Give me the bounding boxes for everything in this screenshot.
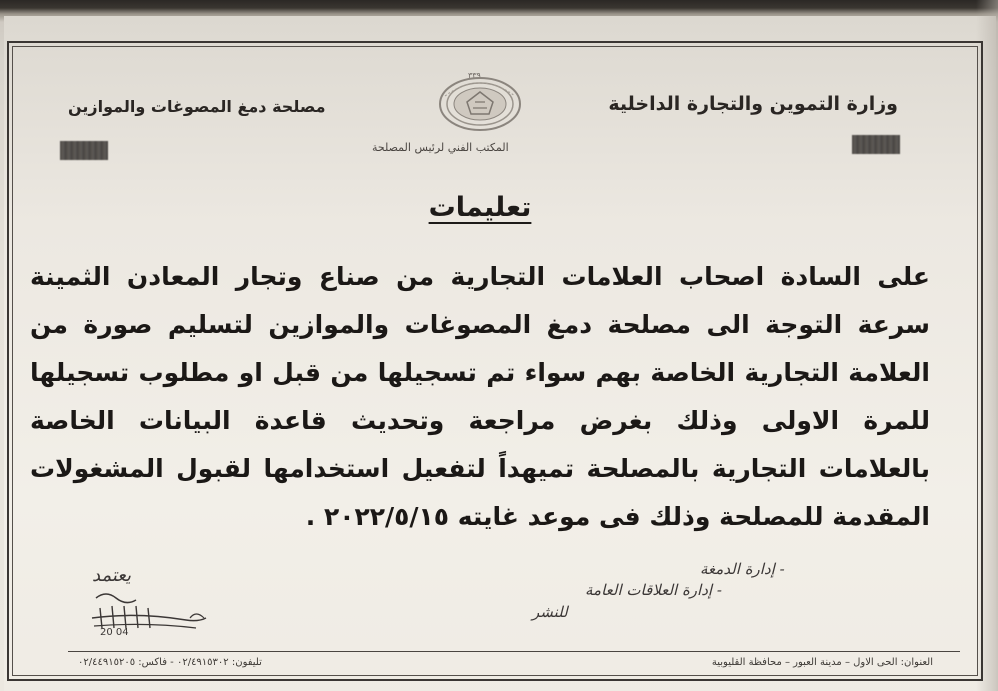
signature-date: 20 04 (100, 627, 129, 638)
approval-label: يعتمد (92, 565, 131, 586)
distribution-item: - إدارة الدمغة (700, 560, 785, 578)
body-line: على السادة اصحاب العلامات التجارية من صناع وتجار المعادن الثمينة (30, 262, 930, 291)
body-line: بالعلامات التجارية بالمصلحة تميهداً لتفعيل استخدامها لقبول المشغولات (30, 454, 930, 483)
redaction-right (852, 135, 900, 154)
authority-name: مصلحة دمغ المصوغات والموازين (68, 97, 326, 116)
body-line: العلامة التجارية الخاصة بهم سواء تم تسجيلها من قبل او مطلوب تسجيلها (30, 358, 930, 387)
office-name: المكتب الفني لرئيس المصلحة (372, 141, 509, 154)
seal-number: ٣٣٩ (468, 71, 481, 80)
emblem-seal-icon (437, 72, 523, 132)
footer-divider (68, 651, 960, 652)
body-line: للمرة الاولى وذلك بغرض مراجعة وتحديث قاعدة البيانات الخاصة (30, 406, 930, 435)
body-line: سرعة التوجة الى مصلحة دمغ المصوغات والموازين لتسليم صورة من (30, 310, 930, 339)
footer-phone: تليفون: ٠٢/٤٩١٥٣٠٢ - فاكس: ٠٢/٤٤٩١٥٢٠٥ (78, 657, 262, 668)
distribution-item: للنشر (532, 603, 568, 621)
footer-address: العنوان: الحى الاول – مدينة العبور – محافظة القليوبية (711, 657, 933, 668)
ministry-name: وزارة التموين والتجارة الداخلية (608, 93, 898, 115)
redaction-left (60, 141, 108, 160)
distribution-item: - إدارة العلاقات العامة (585, 581, 722, 599)
body-line: المقدمة للمصلحة وذلك فى موعد غايته ٢٠٢٢/٥/١٥ . (305, 502, 930, 531)
document-title: تعليمات (428, 192, 532, 223)
